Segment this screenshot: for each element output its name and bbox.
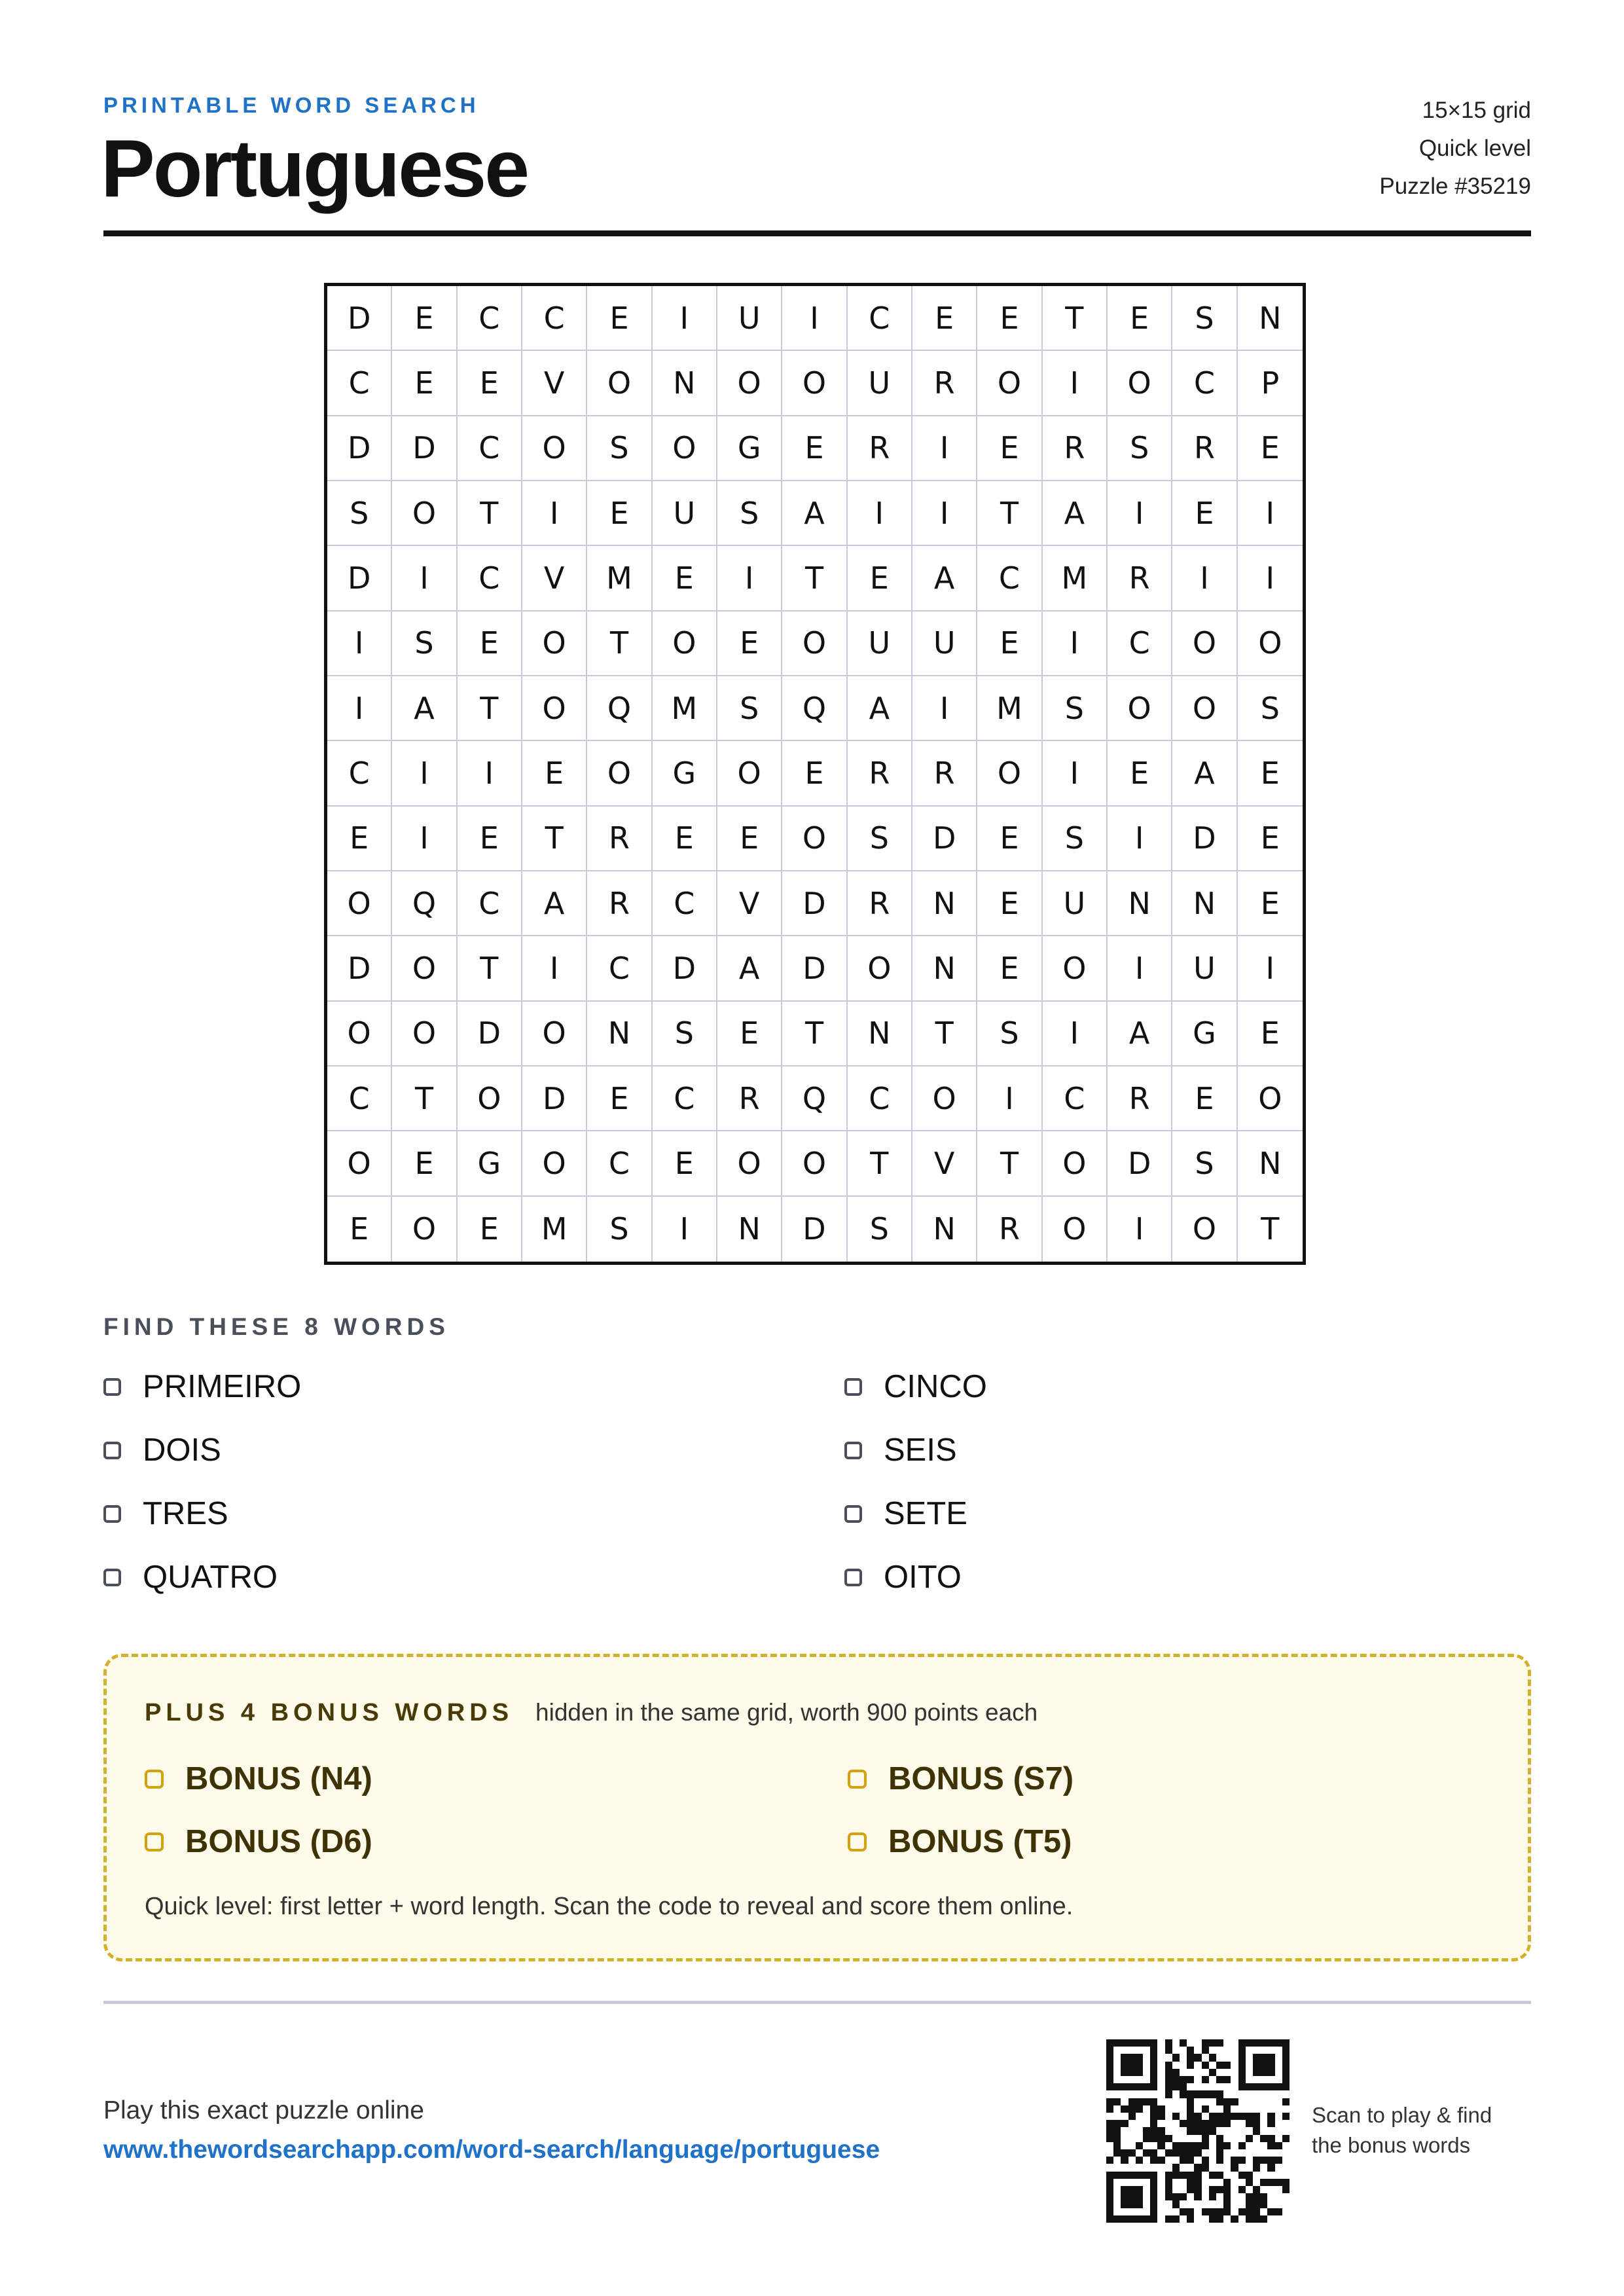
page-kicker: PRINTABLE WORD SEARCH — [103, 93, 480, 117]
grid-cell[interactable]: R — [912, 741, 977, 806]
grid-cell[interactable]: G — [717, 416, 782, 481]
grid-cell[interactable]: E — [653, 546, 717, 611]
grid-cell[interactable]: S — [587, 416, 652, 481]
grid-cell[interactable]: Q — [782, 676, 847, 741]
grid-cell[interactable]: V — [522, 351, 587, 416]
grid-cell[interactable]: C — [587, 936, 652, 1001]
qr-caption — [1312, 2100, 1492, 2160]
grid-cell[interactable]: G — [653, 741, 717, 806]
bonus-word-item[interactable] — [145, 1760, 372, 1797]
grid-cell[interactable]: E — [327, 807, 392, 871]
grid-cell[interactable]: O — [782, 611, 847, 676]
grid-cell[interactable]: M — [1043, 546, 1108, 611]
grid-cell[interactable]: S — [392, 611, 457, 676]
qr-caption-line: the bonus words — [1312, 2133, 1471, 2157]
grid-cell[interactable]: O — [1108, 676, 1172, 741]
grid-cell[interactable]: E — [327, 1197, 392, 1262]
bonus-panel — [103, 1654, 1531, 1961]
page-title: Portuguese — [101, 124, 528, 214]
grid-cell[interactable]: R — [912, 351, 977, 416]
bonus-word-item[interactable] — [848, 1760, 1074, 1797]
puzzle-level: Quick level — [1418, 136, 1531, 161]
grid-cell[interactable]: T — [977, 481, 1042, 546]
word-item[interactable] — [844, 1495, 967, 1532]
grid-cell[interactable]: O — [458, 1066, 522, 1131]
grid-cell[interactable]: C — [977, 546, 1042, 611]
puzzle-link[interactable]: www.thewordsearchapp.com/word-search/language/portuguese — [103, 2136, 880, 2164]
word-item[interactable] — [844, 1559, 962, 1595]
grid-cell[interactable]: E — [977, 807, 1042, 871]
grid-cell[interactable]: I — [912, 481, 977, 546]
grid-cell[interactable]: A — [717, 936, 782, 1001]
grid-cell[interactable]: U — [1172, 936, 1237, 1001]
grid-cell[interactable]: I — [848, 481, 912, 546]
grid-cell[interactable]: O — [522, 1131, 587, 1196]
grid-cell[interactable]: A — [1043, 481, 1108, 546]
grid-cell[interactable]: O — [717, 741, 782, 806]
grid-cell[interactable]: E — [717, 611, 782, 676]
grid-cell[interactable]: I — [912, 416, 977, 481]
grid-cell[interactable]: V — [522, 546, 587, 611]
grid-cell[interactable]: V — [717, 871, 782, 936]
grid-cell[interactable]: E — [782, 416, 847, 481]
checkbox-icon[interactable] — [103, 1569, 121, 1586]
grid-cell[interactable]: U — [912, 611, 977, 676]
grid-cell[interactable]: E — [458, 1197, 522, 1262]
grid-cell[interactable]: D — [327, 286, 392, 351]
grid-cell[interactable]: M — [653, 676, 717, 741]
grid-cell[interactable]: I — [1172, 546, 1237, 611]
grid-cell[interactable]: T — [392, 1066, 457, 1131]
grid-cell[interactable]: U — [653, 481, 717, 546]
grid-cell[interactable]: T — [587, 611, 652, 676]
grid-cell[interactable]: O — [522, 1002, 587, 1066]
grid-cell[interactable]: C — [848, 1066, 912, 1131]
grid-cell[interactable]: O — [977, 741, 1042, 806]
grid-cell[interactable]: E — [1238, 741, 1303, 806]
grid-cell[interactable]: N — [653, 351, 717, 416]
grid-cell[interactable]: E — [1238, 1002, 1303, 1066]
word-item[interactable] — [103, 1559, 278, 1595]
grid-cell[interactable]: G — [458, 1131, 522, 1196]
checkbox-icon[interactable] — [103, 1378, 121, 1396]
word-list-title: FIND THESE 8 WORDS — [103, 1313, 450, 1340]
grid-cell[interactable]: O — [1172, 611, 1237, 676]
grid-cell[interactable]: C — [1172, 351, 1237, 416]
grid-cell[interactable]: T — [912, 1002, 977, 1066]
grid-cell[interactable]: N — [717, 1197, 782, 1262]
grid-cell[interactable]: N — [587, 1002, 652, 1066]
grid-cell[interactable]: D — [782, 871, 847, 936]
grid-cell[interactable]: I — [717, 546, 782, 611]
grid-cell[interactable]: E — [977, 416, 1042, 481]
grid-cell[interactable]: E — [587, 1066, 652, 1131]
grid-cell[interactable]: N — [1238, 286, 1303, 351]
grid-cell[interactable]: N — [912, 1197, 977, 1262]
grid-cell[interactable]: R — [717, 1066, 782, 1131]
grid-cell[interactable]: E — [717, 1002, 782, 1066]
grid-cell[interactable]: S — [977, 1002, 1042, 1066]
grid-cell[interactable]: D — [782, 1197, 847, 1262]
grid-cell[interactable]: O — [587, 351, 652, 416]
grid-cell[interactable]: O — [977, 351, 1042, 416]
grid-cell[interactable]: S — [1043, 676, 1108, 741]
grid-cell[interactable]: O — [1238, 611, 1303, 676]
grid-cell[interactable]: C — [653, 1066, 717, 1131]
grid-cell[interactable]: U — [848, 611, 912, 676]
puzzle-meta — [1379, 92, 1531, 206]
qr-code-icon[interactable] — [1106, 2039, 1290, 2223]
grid-cell[interactable]: R — [848, 741, 912, 806]
bonus-word-label: BONUS (S7) — [888, 1761, 1074, 1796]
grid-cell[interactable]: U — [1043, 871, 1108, 936]
checkbox-icon[interactable] — [844, 1505, 862, 1523]
grid-cell[interactable]: C — [1108, 611, 1172, 676]
letter-grid — [324, 283, 1306, 1265]
grid-cell[interactable]: N — [1108, 871, 1172, 936]
checkbox-icon[interactable] — [145, 1832, 164, 1851]
grid-cell[interactable]: C — [848, 286, 912, 351]
grid-cell[interactable]: E — [977, 286, 1042, 351]
grid-cell[interactable]: E — [1172, 481, 1237, 546]
bonus-subtitle: hidden in the same grid, worth 900 points each — [535, 1699, 1038, 1726]
grid-cell[interactable]: E — [977, 611, 1042, 676]
grid-cell[interactable]: I — [653, 1197, 717, 1262]
grid-cell[interactable]: O — [392, 936, 457, 1001]
grid-cell[interactable]: R — [848, 871, 912, 936]
grid-cell[interactable]: O — [782, 1131, 847, 1196]
grid-cell[interactable]: M — [522, 1197, 587, 1262]
word-label: SEIS — [884, 1432, 957, 1468]
grid-cell[interactable]: D — [782, 936, 847, 1001]
grid-cell[interactable]: O — [1043, 1197, 1108, 1262]
word-item[interactable] — [103, 1368, 301, 1405]
grid-cell[interactable]: E — [587, 286, 652, 351]
word-label: QUATRO — [143, 1559, 278, 1595]
grid-cell[interactable]: T — [458, 481, 522, 546]
grid-cell[interactable]: I — [1108, 936, 1172, 1001]
grid-cell[interactable]: I — [1108, 1197, 1172, 1262]
grid-cell[interactable]: I — [977, 1066, 1042, 1131]
bonus-note: Quick level: first letter + word length. Scan the code to reveal and score them online. — [145, 1893, 1074, 1920]
grid-cell[interactable]: E — [1108, 286, 1172, 351]
grid-cell[interactable]: O — [782, 351, 847, 416]
grid-cell[interactable]: C — [522, 286, 587, 351]
grid-cell[interactable]: O — [522, 676, 587, 741]
grid-cell[interactable]: T — [848, 1131, 912, 1196]
grid-cell[interactable]: I — [1043, 611, 1108, 676]
grid-cell[interactable]: E — [717, 807, 782, 871]
grid-cell[interactable]: D — [327, 416, 392, 481]
grid-cell[interactable]: I — [1238, 936, 1303, 1001]
word-label: PRIMEIRO — [143, 1369, 302, 1404]
grid-cell[interactable]: R — [977, 1197, 1042, 1262]
grid-cell[interactable]: G — [1172, 1002, 1237, 1066]
grid-cell[interactable]: O — [327, 1131, 392, 1196]
grid-cell[interactable]: E — [1238, 871, 1303, 936]
grid-cell[interactable]: I — [1108, 807, 1172, 871]
grid-cell[interactable]: I — [653, 286, 717, 351]
bonus-title: PLUS 4 BONUS WORDS — [145, 1699, 514, 1726]
grid-cell[interactable]: R — [1172, 416, 1237, 481]
grid-cell[interactable]: S — [717, 676, 782, 741]
word-label: OITO — [884, 1559, 962, 1595]
grid-cell[interactable]: E — [977, 936, 1042, 1001]
grid-cell[interactable]: I — [1238, 546, 1303, 611]
checkbox-icon[interactable] — [844, 1569, 862, 1586]
word-item[interactable] — [103, 1432, 221, 1468]
grid-cell[interactable]: E — [1238, 807, 1303, 871]
grid-cell[interactable]: R — [1108, 1066, 1172, 1131]
word-label: TRES — [143, 1496, 228, 1531]
grid-cell[interactable]: E — [392, 351, 457, 416]
grid-cell[interactable]: D — [392, 416, 457, 481]
word-label: DOIS — [143, 1432, 221, 1468]
bonus-word-label: BONUS (T5) — [888, 1824, 1072, 1859]
grid-cell[interactable]: O — [717, 351, 782, 416]
grid-cell[interactable]: A — [1172, 741, 1237, 806]
grid-cell[interactable]: O — [912, 1066, 977, 1131]
grid-cell[interactable]: A — [848, 676, 912, 741]
grid-cell[interactable]: S — [848, 807, 912, 871]
grid-cell[interactable]: E — [392, 286, 457, 351]
grid-cell[interactable]: C — [327, 741, 392, 806]
grid-cell[interactable]: C — [458, 871, 522, 936]
grid-cell[interactable]: U — [717, 286, 782, 351]
checkbox-icon[interactable] — [844, 1378, 862, 1396]
grid-cell[interactable]: I — [392, 546, 457, 611]
grid-cell[interactable]: A — [392, 676, 457, 741]
grid-cell[interactable]: S — [1108, 416, 1172, 481]
grid-cell[interactable]: D — [1172, 807, 1237, 871]
grid-cell[interactable]: N — [912, 871, 977, 936]
grid-cell[interactable]: T — [782, 1002, 847, 1066]
grid-cell[interactable]: I — [327, 611, 392, 676]
grid-cell[interactable]: I — [1238, 481, 1303, 546]
word-label: SETE — [884, 1496, 967, 1531]
grid-cell[interactable]: E — [653, 807, 717, 871]
checkbox-icon[interactable] — [103, 1505, 121, 1523]
word-label: CINCO — [884, 1369, 987, 1404]
grid-cell[interactable]: A — [782, 481, 847, 546]
grid-cell[interactable]: T — [1043, 286, 1108, 351]
grid-cell[interactable]: I — [458, 741, 522, 806]
grid-cell[interactable]: E — [458, 807, 522, 871]
bonus-word-item[interactable] — [145, 1823, 372, 1860]
grid-cell[interactable]: I — [522, 481, 587, 546]
grid-cell[interactable]: C — [587, 1131, 652, 1196]
grid-cell[interactable]: D — [327, 546, 392, 611]
grid-cell[interactable]: R — [587, 871, 652, 936]
grid-cell[interactable]: O — [1172, 676, 1237, 741]
grid-cell[interactable]: T — [522, 807, 587, 871]
grid-cell[interactable]: D — [327, 936, 392, 1001]
grid-cell[interactable]: R — [1043, 416, 1108, 481]
grid-cell[interactable]: N — [1238, 1131, 1303, 1196]
qr-caption-line: Scan to play & find — [1312, 2103, 1492, 2127]
grid-cell[interactable]: N — [848, 1002, 912, 1066]
grid-cell[interactable]: S — [1043, 807, 1108, 871]
grid-cell[interactable]: E — [1238, 416, 1303, 481]
grid-cell[interactable]: E — [1172, 1066, 1237, 1131]
grid-cell[interactable]: S — [587, 1197, 652, 1262]
grid-cell[interactable]: S — [1172, 286, 1237, 351]
checkbox-icon[interactable] — [103, 1442, 121, 1459]
grid-cell[interactable]: E — [392, 1131, 457, 1196]
grid-cell[interactable]: T — [458, 676, 522, 741]
grid-cell[interactable]: O — [587, 741, 652, 806]
word-item[interactable] — [103, 1495, 228, 1532]
grid-cell[interactable]: N — [912, 936, 977, 1001]
grid-cell[interactable]: T — [782, 546, 847, 611]
grid-cell[interactable]: T — [977, 1131, 1042, 1196]
grid-cell[interactable]: S — [1238, 676, 1303, 741]
grid-cell[interactable]: D — [653, 936, 717, 1001]
grid-cell[interactable]: O — [1043, 936, 1108, 1001]
grid-cell[interactable]: S — [327, 481, 392, 546]
grid-cell[interactable]: E — [848, 546, 912, 611]
checkbox-icon[interactable] — [848, 1770, 867, 1789]
grid-cell[interactable]: I — [782, 286, 847, 351]
grid-cell[interactable]: E — [1108, 741, 1172, 806]
grid-cell[interactable]: Q — [587, 676, 652, 741]
grid-cell[interactable]: E — [912, 286, 977, 351]
grid-cell[interactable]: S — [1172, 1131, 1237, 1196]
grid-cell[interactable]: I — [522, 936, 587, 1001]
grid-cell[interactable]: I — [1043, 351, 1108, 416]
grid-cell[interactable]: A — [912, 546, 977, 611]
grid-cell[interactable]: I — [1108, 481, 1172, 546]
bonus-word-label: BONUS (D6) — [185, 1824, 372, 1859]
grid-cell[interactable]: E — [782, 741, 847, 806]
grid-cell[interactable]: E — [653, 1131, 717, 1196]
grid-cell[interactable]: O — [392, 481, 457, 546]
grid-cell[interactable]: O — [848, 936, 912, 1001]
grid-cell[interactable]: E — [522, 741, 587, 806]
grid-cell[interactable]: T — [458, 936, 522, 1001]
grid-cell[interactable]: O — [327, 1002, 392, 1066]
grid-cell[interactable]: C — [458, 286, 522, 351]
checkbox-icon[interactable] — [848, 1832, 867, 1851]
checkbox-icon[interactable] — [145, 1770, 164, 1789]
grid-cell[interactable]: O — [653, 416, 717, 481]
grid-cell[interactable]: M — [977, 676, 1042, 741]
grid-cell[interactable]: O — [653, 611, 717, 676]
grid-cell[interactable]: D — [522, 1066, 587, 1131]
grid-cell[interactable]: I — [392, 807, 457, 871]
grid-cell[interactable]: E — [458, 351, 522, 416]
grid-cell[interactable]: E — [587, 481, 652, 546]
grid-cell[interactable]: O — [717, 1131, 782, 1196]
grid-cell[interactable]: V — [912, 1131, 977, 1196]
grid-cell[interactable]: S — [848, 1197, 912, 1262]
bonus-word-item[interactable] — [848, 1823, 1072, 1860]
grid-cell[interactable]: C — [327, 351, 392, 416]
grid-cell[interactable]: N — [1172, 871, 1237, 936]
grid-cell[interactable]: C — [458, 546, 522, 611]
footer-divider — [103, 2001, 1531, 2004]
word-item[interactable] — [844, 1368, 987, 1405]
checkbox-icon[interactable] — [844, 1442, 862, 1459]
grid-cell[interactable]: O — [1108, 351, 1172, 416]
grid-cell[interactable]: C — [327, 1066, 392, 1131]
grid-cell[interactable]: S — [653, 1002, 717, 1066]
grid-cell[interactable]: D — [1108, 1131, 1172, 1196]
grid-cell[interactable]: E — [458, 611, 522, 676]
grid-cell[interactable]: U — [848, 351, 912, 416]
grid-cell[interactable]: O — [1172, 1197, 1237, 1262]
header-divider — [103, 230, 1531, 236]
grid-cell[interactable]: C — [458, 416, 522, 481]
grid-cell[interactable]: I — [912, 676, 977, 741]
grid-cell[interactable]: O — [1238, 1066, 1303, 1131]
grid-cell[interactable]: I — [392, 741, 457, 806]
grid-cell[interactable]: M — [587, 546, 652, 611]
grid-cell[interactable]: A — [522, 871, 587, 936]
grid-cell[interactable]: Q — [782, 1066, 847, 1131]
play-online-label: Play this exact puzzle online — [103, 2096, 424, 2124]
grid-cell[interactable]: A — [1108, 1002, 1172, 1066]
grid-cell[interactable]: O — [522, 611, 587, 676]
grid-cell[interactable]: O — [522, 416, 587, 481]
grid-cell[interactable]: C — [1043, 1066, 1108, 1131]
puzzle-number: Puzzle #35219 — [1379, 173, 1531, 199]
grid-cell[interactable]: Q — [392, 871, 457, 936]
grid-cell[interactable]: C — [653, 871, 717, 936]
grid-size: 15×15 grid — [1422, 98, 1531, 123]
word-item[interactable] — [844, 1432, 957, 1468]
bonus-header — [145, 1699, 1038, 1727]
grid-cell[interactable]: D — [912, 807, 977, 871]
grid-cell[interactable]: O — [782, 807, 847, 871]
grid-cell[interactable]: P — [1238, 351, 1303, 416]
grid-cell[interactable]: I — [1043, 741, 1108, 806]
grid-cell[interactable]: I — [327, 676, 392, 741]
grid-cell[interactable]: O — [1043, 1131, 1108, 1196]
grid-cell[interactable]: O — [392, 1197, 457, 1262]
grid-cell[interactable]: I — [1043, 1002, 1108, 1066]
grid-cell[interactable]: D — [458, 1002, 522, 1066]
bonus-word-label: BONUS (N4) — [185, 1761, 372, 1796]
grid-cell[interactable]: R — [848, 416, 912, 481]
grid-cell[interactable]: O — [392, 1002, 457, 1066]
grid-cell[interactable]: T — [1261, 1211, 1280, 1247]
grid-cell[interactable]: E — [977, 871, 1042, 936]
grid-cell[interactable]: O — [327, 871, 392, 936]
grid-cell[interactable]: R — [1108, 546, 1172, 611]
grid-cell[interactable]: R — [587, 807, 652, 871]
grid-cell[interactable]: S — [717, 481, 782, 546]
